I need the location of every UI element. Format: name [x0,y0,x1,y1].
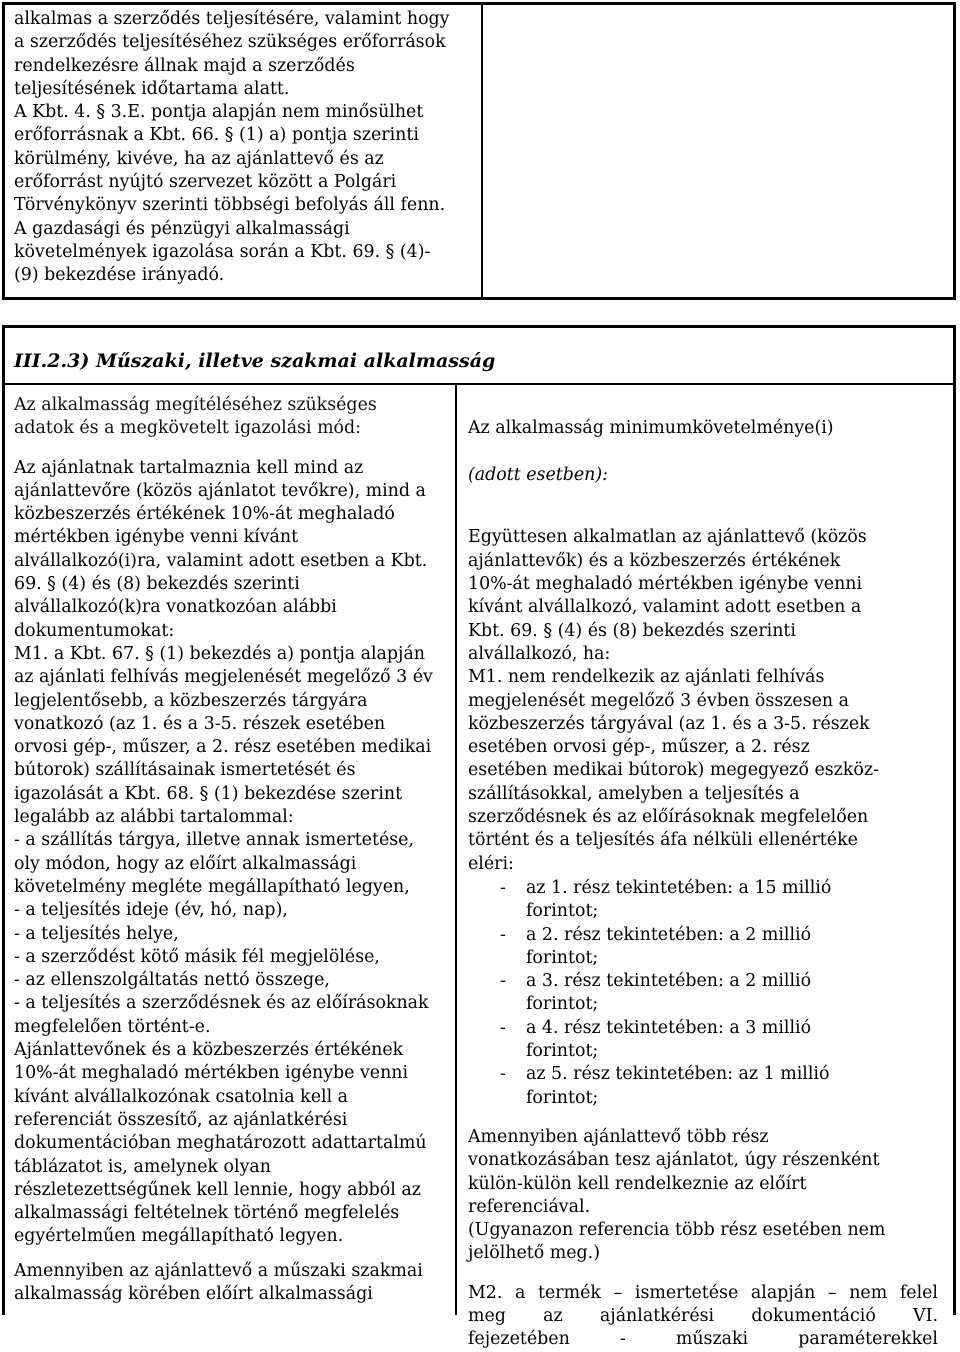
threshold-item [468,1017,944,1064]
top-left-line: alkalmas a szerződés teljesítésére, valamint hogy [14,9,450,29]
threshold-text: a 3. rész tekintetében: a 2 millió forintot; [526,971,812,1015]
top-left-line: erőforrásnak a Kbt. 66. § (1) a) pontja szerinti [14,125,419,146]
m2-line: meg az ajánlatkérési dokumentáció VI. [468,1305,938,1326]
left-column-header: Az alkalmasság megítéléséhez szükséges adatok és a megkövetelt igazolási mód: [14,395,377,439]
dash-marker: - [500,971,506,992]
right-column-body: Együttesen alkalmatlan az ajánlattevő (közös ajánlattevők) és a közbeszerzés értékének 10%-át meghaladó mértékben igénybe venni kívánt alvállalkozó, valamint adott esetben a Kbt. 69. § (4) és (8) bekezdés szerinti alvállalkozó, ha: M1. nem rendelkezik az ajánlati felhívás megjelenését megelőző 3 évben összesen a közbeszerzés tárgyával (az 1. és a 3-5. részek esetében orvosi gép-, műszer, a 2. rész esetében medikai bútorok) megegyező eszköz- szállításokkal, amelyben a teljesítés a szerződésnek és az előírásoknak megfelelően történt és a teljesítés áfa nélküli ellenértéke eléri: [468,527,879,874]
m2-line: fejezetében - műszaki paraméterekkel [468,1329,938,1350]
threshold-item [468,877,944,924]
top-left-line: követelmények igazolása során a Kbt. 69. § (4)- [14,241,431,262]
top-left-line: rendelkezésre állnak majd a szerződés [14,55,355,76]
dash-marker: - [500,1064,506,1085]
m2-line: M2. a termék – ismertetése alapján – nem felel [468,1282,938,1303]
right-column-paragraph: Amennyiben ajánlattevő több rész vonatkozásában tesz ajánlatot, úgy részenként külön-külön kell rendelkeznie az előírt referenciával. (Ugyanazon referencia több rész esetében nem jelölhető meg.) [468,1126,886,1264]
top-left-line: körülmény, kivéve, ha az ajánlattevő és az [14,148,384,169]
top-left-line: A gazdasági és pénzügyi alkalmassági [14,218,350,239]
dash-marker: - [500,924,506,945]
right-column [457,385,953,1350]
threshold-text: a 2. rész tekintetében: a 2 millió forintot; [526,924,812,968]
section-heading: III.2.3) Műszaki, illetve szakmai alkalmasság [14,350,496,372]
top-left-text [14,8,483,288]
top-left-line: (9) bekezdése irányadó. [14,265,225,286]
threshold-text: az 5. rész tekintetében: az 1 millió forintot; [526,1064,830,1108]
m2-paragraph [468,1282,944,1352]
section-heading-row [5,328,953,383]
threshold-item [468,970,944,1017]
top-table [2,2,956,300]
dash-marker: - [500,1017,506,1038]
left-column-body: Az ajánlatnak tartalmaznia kell mind az ajánlattevőre (közös ajánlatot tevőkre), mind a közbeszerzés értékének 10%-át meghaladó mértékben igénybe venni kívánt alvállalkozó(i)ra, valamint adott esetben a Kbt. 69. § (4) és (8) bekezdés szerinti alvállalkozó(k)ra vonatkozóan alábbi dokumentumokat: M1. a Kbt. 67. § (1) bekezdés a) pontja alapján az ajánlati felhívás megjelenését megelőző 3 év legjelentősebb, a közbeszerzés tárgyára vonatkozó (az 1. és a 3-5. részek esetében orvosi gép-, műszer, a 2. rész esetében medikai bútorok) szállításainak ismertetését és igazolását a Kbt. 68. § (1) bekezdése szerint legalább az alábbi tartalommal: - a szállítás tárgya, illetve annak ismertetése, oly módon, hogy az előírt alkalmassági követelmény megléte megállapítható legyen, - a teljesítés ideje (év, hó, nap), - a teljesítés helye, - a szerződést kötő másik fél megjelölése, - az ellenszolgáltatás nettó összege, - a teljesítés a szerződésnek és az előírásoknak megfelelően történt-e. Ajánlattevőnek és a közbeszerzés értékének 10%-át meghaladó mértékben igénybe venni kívánt alvállalkozónak csatolnia kell a referenciát összesítő, az ajánlatkérési dokumentációban meghatározott adattartalmú táblázatot is, amelynek olyan részletezettségűnek kell lennie, hogy abból az alkalmassági feltételnek történő megfelelés egyértelműen megállapítható legyen. [14,457,433,1247]
top-left-line: erőforrást nyújtó szervezet között a Polgári [14,172,397,193]
top-left-cell [5,5,483,297]
dash-marker: - [500,877,506,898]
threshold-list [468,877,944,1110]
threshold-item [468,924,944,971]
threshold-item [468,1063,944,1110]
top-left-line: a szerződés teljesítéséhez szükséges erőforrások [14,32,446,53]
top-right-cell [483,5,953,297]
top-left-line: teljesítésének időtartama alatt. [14,78,290,99]
right-header-line2: (adott esetben): [468,464,609,485]
top-left-line: Törvénykönyv szerinti többségi befolyás áll fenn. [14,195,446,216]
left-column-footer: Amennyiben az ajánlattevő a műszaki szakmai alkalmasság körében előírt alkalmassági [14,1260,423,1304]
right-column-header [468,394,944,510]
right-header-line1: Az alkalmasság minimumkövetelménye(i) [468,418,834,439]
threshold-text: a 4. rész tekintetében: a 3 millió forintot; [526,1017,812,1062]
section-table [2,325,956,1350]
top-left-line: A Kbt. 4. § 3.E. pontja alapján nem minősülhet [14,102,424,123]
threshold-text: az 1. rész tekintetében: a 15 millió forintot; [526,877,832,922]
left-column [5,385,455,1315]
